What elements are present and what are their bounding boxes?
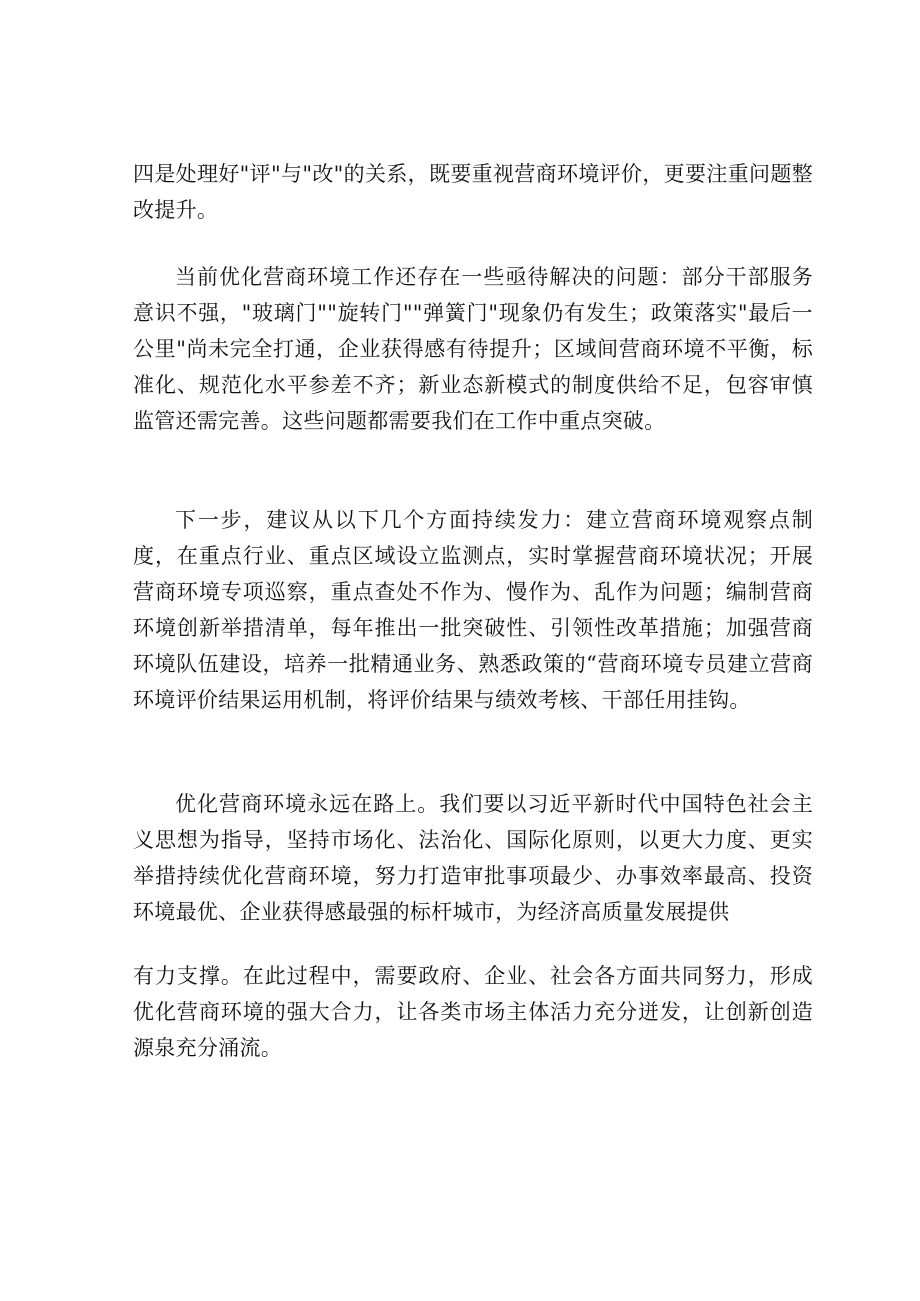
paragraph-4: 优化营商环境永远在路上。我们要以习近平新时代中国特色社会主义思想为指导，坚持市场化、法治化、国际化原则，以更大力度、更实举措持续优化营商环境，努力打造审批事项最少、办事效率最高、投资环境最优、企业获得感最强的标杆城市，为经济高质量发展提供 bbox=[133, 792, 813, 924]
paragraph-3: 下一步，建议从以下几个方面持续发力：建立营商环境观察点制度，在重点行业、重点区域设立监测点，实时掌握营商环境状况；开展营商环境专项巡察，重点查处不作为、慢作为、乱作为问题；编制营商环境创新举措清单，每年推出一批突破性、引领性改革措施；加强营商环境队伍建设，培养一批精通业务、熟悉政策的“营商环境专员建立营商环境评价结果运用机制，将评价结果与绩效考核、干部任用挂钩。 bbox=[133, 508, 813, 712]
paragraph-1: 四是处理好"评"与"改"的关系，既要重视营商环境评价，更要注重问题整改提升。 bbox=[133, 162, 813, 222]
paragraph-5: 有力支撑。在此过程中，需要政府、企业、社会各方面共同努力，形成优化营商环境的强大合力，让各类市场主体活力充分迸发，让创新创造源泉充分涌流。 bbox=[133, 964, 813, 1060]
paragraph-2: 当前优化营商环境工作还存在一些亟待解决的问题：部分干部服务意识不强，"玻璃门""旋转门""弹簧门"现象仍有发生；政策落实"最后一公里"尚未完全打通，企业获得感有待提升；区域间营商环境不平衡，标准化、规范化水平参差不齐；新业态新模式的制度供给不足，包容审慎监管还需完善。这些问题都需要我们在工作中重点突破。 bbox=[133, 265, 813, 433]
